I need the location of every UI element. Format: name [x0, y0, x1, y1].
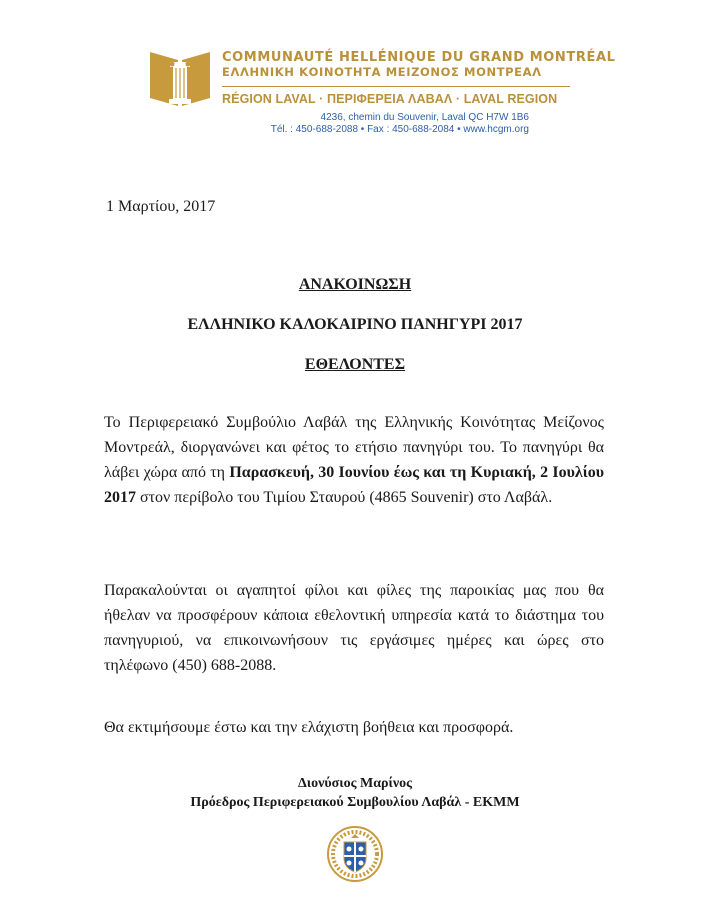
announcement-heading: ΑΝΑΚΟΙΝΩΣΗ	[298, 276, 412, 293]
org-name-greek: ΕΛΛΗΝΙΚΗ ΚΟΙΝΟΤΗΤΑ ΜΕΙΖΟΝΟΣ ΜΟΝΤΡΕΑΛ	[222, 65, 542, 79]
p1-text-b: στον περίβολο του Τιμίου Σταυρού (4865 Souvenir) στο Λαβάλ.	[136, 489, 553, 506]
event-heading: ΕΛΛΗΝΙΚΟ ΚΑΛΟΚΑΙΡΙΝΟ ΠΑΝΗΓΥΡΙ 2017	[187, 316, 523, 333]
signatory-name: Διονύσιος Μαρίνος	[297, 776, 413, 791]
paragraph-thanks: Θα εκτιμήσουμε έστω και την ελάχιστη βοήθεια και προσφορά.	[104, 719, 514, 736]
letter-date: 1 Μαρτίου, 2017	[106, 198, 216, 215]
region-line: RÉGION LAVAL · ΠΕΡΙΦΕΡΕΙΑ ΛΑΒΑΛ · LAVAL REGION	[222, 92, 558, 106]
contact-line: Tél. : 450-688-2088 • Fax : 450-688-2084 • www.hcgm.org	[270, 123, 529, 135]
signatory-title: Πρόεδρος Περιφερειακού Συμβουλίου Λαβάλ - ΕΚΜΜ	[190, 795, 520, 810]
paragraph-event-details	[104, 410, 604, 510]
letterhead-divider	[222, 86, 570, 87]
community-seal-icon	[327, 826, 383, 882]
volunteers-heading: ΕΘΕΛΟΝΤΕΣ	[304, 356, 406, 373]
p1-text-a: Το Περιφερειακό Συμβούλιο Λαβάλ της Ελληνικής Κοινότητας Μείζονος Μοντρεάλ, διοργανώνει και φέτος το ετήσιο πανηγύρι του. Το πανηγύρι θα λάβει χώρα από τη	[104, 414, 604, 481]
organization-name	[222, 50, 616, 79]
address-line: 4236, chemin du Souvenir, Laval QC H7W 1B6	[320, 112, 529, 123]
paragraph-volunteer-request: Παρακαλούνται οι αγαπητοί φίλοι και φίλες της παροικίας μας που θα ήθελαν να προσφέρουν κάποια εθελοντική υπηρεσία κατά το διάστημα του πανηγυριού, να επικοινωνήσουν τις εργάσιμες ημέρες και ώρες στο τηλέφωνο (450) 688-2088.	[104, 582, 604, 674]
org-name-french: COMMUNAUTÉ HELLÉNIQUE DU GRAND MONTRÉAL	[222, 50, 616, 65]
p1-event-dates: Παρασκευή, 30 Ιουνίου έως και τη Κυριακή, 2 Ιουλίου 2017	[104, 464, 604, 506]
address-block	[222, 112, 529, 135]
column-book-logo-icon	[148, 46, 212, 108]
